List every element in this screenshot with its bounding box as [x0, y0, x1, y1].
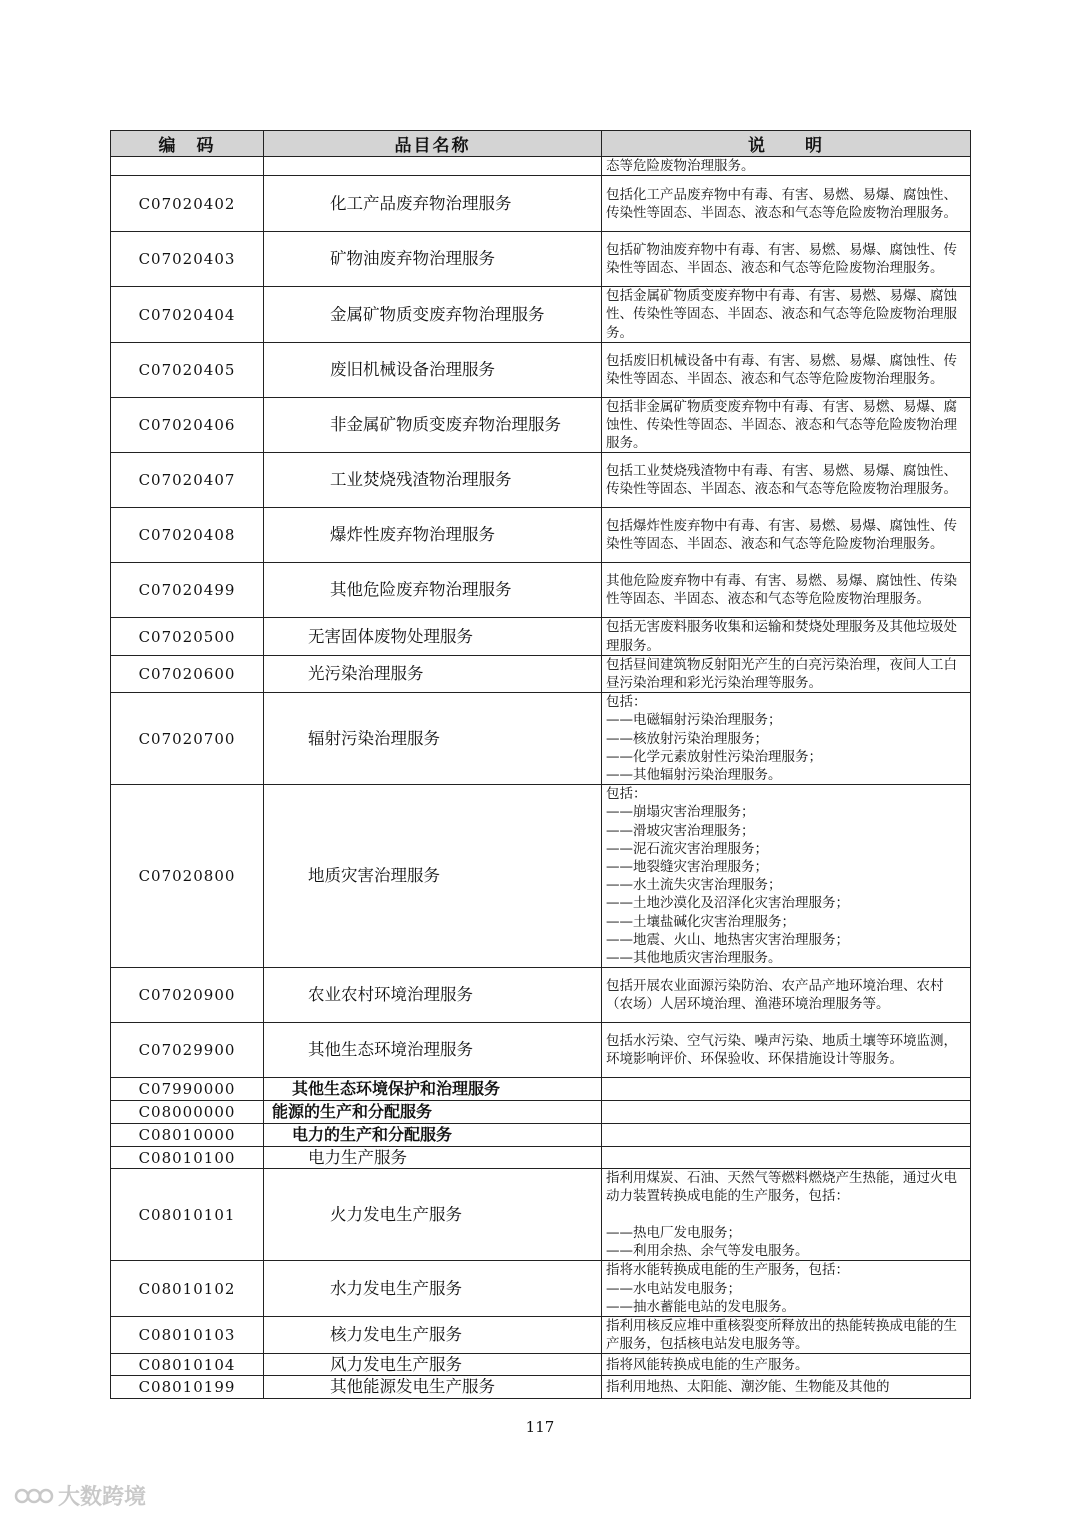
row-item-name: 矿物油废弃物治理服务 [264, 232, 602, 287]
row-code: C08010000 [111, 1124, 264, 1147]
row-code: C07020406 [111, 397, 264, 453]
row-code: C07020499 [111, 563, 264, 618]
row-description: 指利用核反应堆中重核裂变所释放出的热能转换成电能的生产服务，包括核电站发电服务等。 [602, 1316, 971, 1353]
header-name: 品目名称 [264, 131, 602, 157]
header-desc: 说 明 [602, 131, 971, 157]
row-item-name: 水力发电生产服务 [264, 1261, 602, 1317]
row-description: 包括水污染、空气污染、噪声污染、地质土壤等环境监测，环境影响评价、环保验收、环保措施设计等服务。 [602, 1023, 971, 1078]
row-code: C08010102 [111, 1261, 264, 1317]
row-code: C07029900 [111, 1023, 264, 1078]
table-row [111, 1101, 971, 1124]
table-row [111, 968, 971, 1023]
table-row [111, 287, 971, 343]
row-item-name: 无害固体废物处理服务 [264, 618, 602, 655]
row-item-name: 爆炸性废弃物治理服务 [264, 508, 602, 563]
row-description: 包括工业焚烧残渣物中有毒、有害、易燃、易爆、腐蚀性、传染性等固态、半固态、液态和气态等危险废物治理服务。 [602, 453, 971, 508]
row-item-name: 火力发电生产服务 [264, 1169, 602, 1261]
row-description: 包括化工产品废弃物中有毒、有害、易燃、易爆、腐蚀性、传染性等固态、半固态、液态和气态等危险废物治理服务。 [602, 176, 971, 232]
table-row [111, 1124, 971, 1147]
row-item-name: 农业农村环境治理服务 [264, 968, 602, 1023]
row-description: 包括非金属矿物质变废弃物中有毒、有害、易燃、易爆、腐蚀性、传染性等固态、半固态、液态和气态等危险废物治理服务。 [602, 397, 971, 453]
row-code: C07020600 [111, 655, 264, 692]
row-code: C08010100 [111, 1147, 264, 1169]
row-code: C07020500 [111, 618, 264, 655]
row-description: 态等危险废物治理服务。 [602, 157, 971, 176]
row-description: 包括： ——崩塌灾害治理服务； ——滑坡灾害治理服务； ——泥石流灾害治理服务； ——地裂缝灾害治理服务； ——水土流失灾害治理服务； ——土地沙漠化及沼泽化灾害治理服务； ——土壤盐碱化灾害治理服务； ——地震、火山、地热害灾害治理服务； ——其他地质灾害治理服务。 [602, 785, 971, 968]
table-row [111, 1078, 971, 1101]
row-description: 指将风能转换成电能的生产服务。 [602, 1354, 971, 1376]
row-item-name: 能源的生产和分配服务 [264, 1101, 602, 1124]
row-code: C07020403 [111, 232, 264, 287]
row-item-name: 其他危险废弃物治理服务 [264, 563, 602, 618]
table-row [111, 1023, 971, 1078]
table-row [111, 453, 971, 508]
table-header-row [111, 131, 971, 157]
row-code: C08010104 [111, 1354, 264, 1376]
table-row [111, 563, 971, 618]
row-code: C07020800 [111, 785, 264, 968]
table-row [111, 785, 971, 968]
row-description [602, 1078, 971, 1101]
row-code: C07020402 [111, 176, 264, 232]
header-code: 编 码 [111, 131, 264, 157]
row-code: C08010101 [111, 1169, 264, 1261]
row-description: 包括开展农业面源污染防治、农产品产地环境治理、农村（农场）人居环境治理、渔港环境治理服务等。 [602, 968, 971, 1023]
row-item-name: 地质灾害治理服务 [264, 785, 602, 968]
table-row [111, 397, 971, 453]
row-description: 包括金属矿物质变废弃物中有毒、有害、易燃、易爆、腐蚀性、传染性等固态、半固态、液态和气态等危险废物治理服务。 [602, 287, 971, 343]
row-code: C07020408 [111, 508, 264, 563]
catalog-table [110, 130, 971, 1399]
row-item-name: 非金属矿物质变废弃物治理服务 [264, 397, 602, 453]
row-description: 包括矿物油废弃物中有毒、有害、易燃、易爆、腐蚀性、传染性等固态、半固态、液态和气态等危险废物治理服务。 [602, 232, 971, 287]
row-code: C07990000 [111, 1078, 264, 1101]
row-item-name: 化工产品废弃物治理服务 [264, 176, 602, 232]
page-number: 117 [525, 1418, 555, 1436]
row-description: 指利用地热、太阳能、潮汐能、生物能及其他的 [602, 1376, 971, 1399]
row-item-name: 光污染治理服务 [264, 655, 602, 692]
table-row [111, 1376, 971, 1399]
table-row [111, 1316, 971, 1353]
table-row [111, 342, 971, 397]
table-row [111, 176, 971, 232]
watermark-text: 大数跨境 [58, 1485, 147, 1510]
row-code: C07020407 [111, 453, 264, 508]
table-row [111, 232, 971, 287]
table-row [111, 508, 971, 563]
row-code [111, 157, 264, 176]
row-description: 包括爆炸性废弃物中有毒、有害、易燃、易爆、腐蚀性、传染性等固态、半固态、液态和气态等危险废物治理服务。 [602, 508, 971, 563]
row-item-name: 废旧机械设备治理服务 [264, 342, 602, 397]
table-row [111, 655, 971, 692]
watermark [14, 1480, 146, 1511]
row-item-name: 其他生态环境保护和治理服务 [264, 1078, 602, 1101]
row-item-name: 风力发电生产服务 [264, 1354, 602, 1376]
table-row [111, 1147, 971, 1169]
row-description: 包括昼间建筑物反射阳光产生的白亮污染治理，夜间人工白昼污染治理和彩光污染治理等服务。 [602, 655, 971, 692]
row-code: C08000000 [111, 1101, 264, 1124]
row-code: C08010103 [111, 1316, 264, 1353]
row-code: C07020405 [111, 342, 264, 397]
row-item-name: 电力的生产和分配服务 [264, 1124, 602, 1147]
row-description: 指利用煤炭、石油、天然气等燃料燃烧产生热能，通过火电动力装置转换成电能的生产服务，包括： ——热电厂发电服务； ——利用余热、余气等发电服务。 [602, 1169, 971, 1261]
row-item-name: 其他生态环境治理服务 [264, 1023, 602, 1078]
row-description [602, 1124, 971, 1147]
watermark-logo-icon [14, 1482, 54, 1510]
row-item-name: 核力发电生产服务 [264, 1316, 602, 1353]
table-row [111, 1261, 971, 1317]
table-row [111, 1169, 971, 1261]
row-description: 包括废旧机械设备中有毒、有害、易燃、易爆、腐蚀性、传染性等固态、半固态、液态和气态等危险废物治理服务。 [602, 342, 971, 397]
row-item-name: 工业焚烧残渣物治理服务 [264, 453, 602, 508]
row-item-name [264, 157, 602, 176]
row-code: C07020404 [111, 287, 264, 343]
table-row [111, 1354, 971, 1376]
row-code: C07020700 [111, 693, 264, 785]
row-code: C07020900 [111, 968, 264, 1023]
row-description: 包括无害废料服务收集和运输和焚烧处理服务及其他垃圾处理服务。 [602, 618, 971, 655]
row-item-name: 金属矿物质变废弃物治理服务 [264, 287, 602, 343]
row-item-name: 辐射污染治理服务 [264, 693, 602, 785]
row-description [602, 1147, 971, 1169]
table-row [111, 693, 971, 785]
row-code: C08010199 [111, 1376, 264, 1399]
row-description: 其他危险废弃物中有毒、有害、易燃、易爆、腐蚀性、传染性等固态、半固态、液态和气态等危险废物治理服务。 [602, 563, 971, 618]
row-description: 包括： ——电磁辐射污染治理服务； ——核放射污染治理服务； ——化学元素放射性污染治理服务； ——其他辐射污染治理服务。 [602, 693, 971, 785]
table-row [111, 618, 971, 655]
row-item-name: 电力生产服务 [264, 1147, 602, 1169]
table-row [111, 157, 971, 176]
row-description [602, 1101, 971, 1124]
row-item-name: 其他能源发电生产服务 [264, 1376, 602, 1399]
row-description: 指将水能转换成电能的生产服务，包括： ——水电站发电服务； ——抽水蓄能电站的发电服务。 [602, 1261, 971, 1317]
